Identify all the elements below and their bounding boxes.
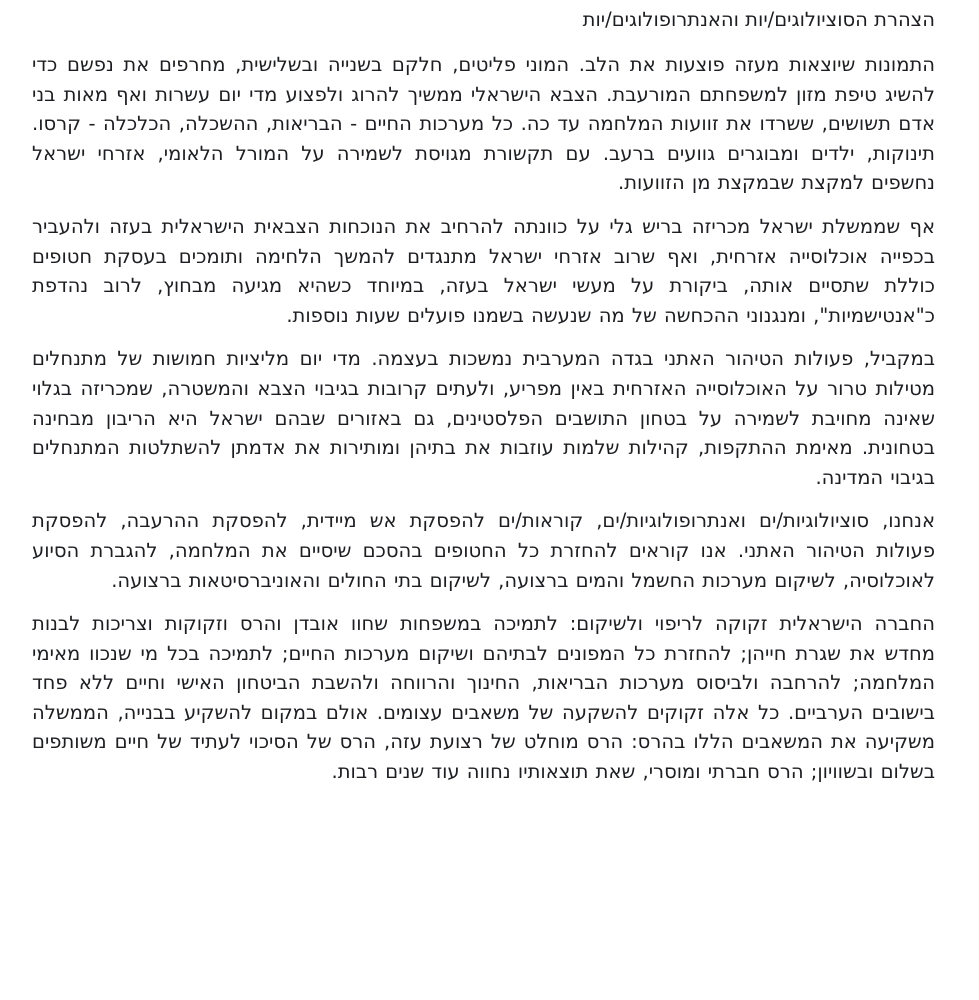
paragraph-call-to-action: אנחנו, סוציולוגיות/ים ואנתרופולוגיות/ים, קוראות/ים להפסקת אש מיידית, להפסקת ההרעבה, להפסקת פעולות הטיהור האתני. אנו קוראים להחזרת כל החטופים בהסכם שיסיים את המלחמה, להגברת הסיוע לאוכלוסיה, לשיקום מערכות החשמל והמים ברצועה, לשיקום בתי החולים והאוניברסיטאות ברצועה. bbox=[32, 509, 935, 592]
paragraph-gaza-images: התמונות שיוצאות מעזה פוצעות את הלב. המוני פליטים, חלקם בשנייה ובשלישית, מחרפים את נפשם כדי להשיג טיפת מזון למשפחתם המורעבת. הצבא הישראלי ממשיך להרוג ולפצוע מדי יום עשרות ואף מאות בני אדם תשושים, ששרדו את זוועות המלחמה עד כה. כל מערכות החיים - הבריאות, ההשכלה, הכלכלה - קרסו. תינוקות, ילדים ומבוגרים גוועים ברעב. עם תקשורת מגויסת לשמירה על המורל הלאומי, אזרחי ישראל נחשפים למקצת שבמקצת מן הזוועות. bbox=[32, 53, 935, 195]
scrollbar-track[interactable] bbox=[967, 0, 979, 1000]
paragraph-government-denial: אף שממשלת ישראל מכריזה בריש גלי על כוונתה להרחיב את הנוכחות הצבאית הישראלית בעזה ולהעביר בכפייה אוכלוסייה אזרחית, ואף שרוב אזרחי ישראל מתנגדים להמשך הלחימה ותומכים בעסקת חטופים כוללת שתסיים אותה, ביקורת על מעשי ישראל בעזה, במיוחד כשהיא מגיעה מבחוץ, לרוב נהדפת כ"אנטישמיות", ומנגנוני ההכחשה של מה שנעשה בשמנו פועלים שעות נוספות. bbox=[32, 214, 935, 327]
paragraph-israeli-society: החברה הישראלית זקוקה לריפוי ולשיקום: לתמיכה במשפחות שחוו אובדן והרס וזקוקות וצריכות לבנות מחדש את שגרת חייהן; להחזרת כל המפונים לבתיהם ושיקום מערכות החיים; לתמיכה בכל מי שנכוו מאימי המלחמה; להרחבה ולביסוס מערכות הבריאות, החינוך והרווחה ולהשבת הביטחון האישי וחיים ללא פחד בישובים הערביים. כל אלה זקוקים להשקעה של משאבים עצומים. אולם במקום להשקיע בבנייה, הממשלה משקיעה את המשאבים הללו בהרס: הרס מוחלט של רצועת עזה, הרס של הסיכוי לעתיד של חיים משותפים בשלום ובשוויון; הרס חברתי ומוסרי, שאת תוצאותיו נחווה עוד שנים רבות. bbox=[32, 612, 935, 784]
document-title: הצהרת הסוציולוגים/יות והאנתרופולוגים/יות bbox=[582, 8, 935, 31]
paragraph-west-bank: במקביל, פעולות הטיהור האתני בגדה המערבית נמשכות בעצמה. מדי יום מליציות חמושות של מתנחלים מטילות טרור על האוכלוסייה האזרחית באין מפריע, ולעתים קרובות בגיבוי הצבא והמשטרה, שמכריזה בגלוי שאינה מחויבת לשמירה על בטחון התושבים הפלסטינים, גם באזורים שבהם ישראל היא הריבון מבחינה בטחונית. מאימת ההתקפות, קהילות שלמות עוזבות את בתיהן ומותירות את אדמתן להשתלטות המתנחלים בגיבוי המדינה. bbox=[32, 347, 935, 489]
